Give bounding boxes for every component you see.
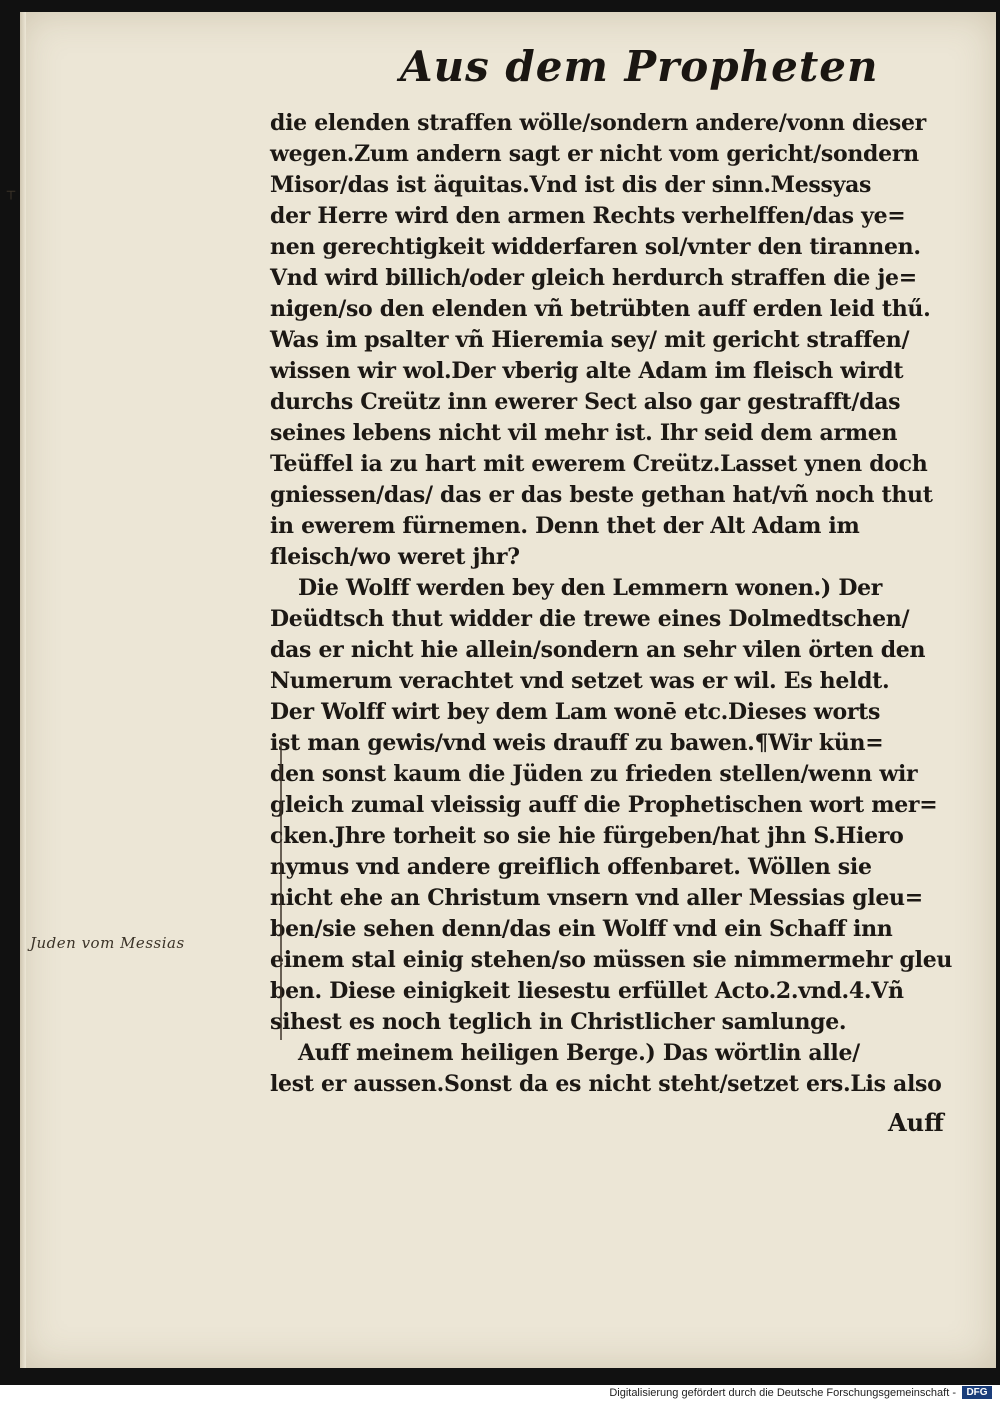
text-line: Misor/das ist äquitas.Vnd ist dis der sinn.Messyas <box>270 172 872 198</box>
text-line: ist man gewis/vnd weis drauff zu bawen.¶Wir kün= <box>270 730 884 756</box>
text-line: Die Wolff werden bey den Lemmern wonen.) Der <box>298 575 883 601</box>
text-line: seines lebens nicht vil mehr ist. Ihr seid dem armen <box>270 420 898 446</box>
text-line: Vnd wird billich/oder gleich herdurch straffen die je= <box>270 265 917 291</box>
funding-notice: Digitalisierung gefördert durch die Deutsche Forschungsgemeinschaft - <box>609 1387 956 1399</box>
handwritten-margin-bracket <box>280 740 292 1040</box>
text-line: fleisch/wo weret jhr? <box>270 544 520 570</box>
text-line: ben. Diese einigkeit liesestu erfüllet Acto.2.vnd.4.Vñ <box>270 978 904 1004</box>
page-gutter-edge <box>20 12 26 1368</box>
text-line: cken.Jhre torheit so sie hie fürgeben/hat jhn S.Hiero <box>270 823 904 849</box>
body-text <box>270 108 970 1100</box>
text-line: die elenden straffen wölle/sondern andere/vonn dieser <box>270 110 926 136</box>
running-head: Aus dem Propheten <box>400 42 879 91</box>
text-line: lest er aussen.Sonst da es nicht steht/setzet ers.Lis also <box>270 1071 942 1097</box>
handwritten-marginal-note: Juden vom Messias <box>30 934 185 952</box>
text-line: Der Wolff wirt bey dem Lam wonē etc.Dieses worts <box>270 699 881 725</box>
text-line: nymus vnd andere greiflich offenbaret. Wöllen sie <box>270 854 872 880</box>
text-line: wegen.Zum andern sagt er nicht vom gericht/sondern <box>270 141 919 167</box>
dfg-logo: DFG <box>962 1386 992 1399</box>
text-line: der Herre wird den armen Rechts verhelffen/das ye= <box>270 203 906 229</box>
text-line: einem stal einig stehen/so müssen sie nimmermehr gleu <box>270 947 953 973</box>
text-line: gniessen/das/ das er das beste gethan hat/vñ noch thut <box>270 482 933 508</box>
text-line: den sonst kaum die Jüden zu frieden stellen/wenn wir <box>270 761 918 787</box>
text-line: Auff meinem heiligen Berge.) Das wörtlin alle/ <box>298 1040 860 1066</box>
text-line: das er nicht hie allein/sondern an sehr vilen örten den <box>270 637 926 663</box>
text-line: Numerum verachtet vnd setzet was er wil. Es heldt. <box>270 668 890 694</box>
text-line: sihest es noch teglich in Christlicher samlunge. <box>270 1009 847 1035</box>
text-line: gleich zumal vleissig auff die Prophetischen wort mer= <box>270 792 938 818</box>
text-line: Deüdtsch thut widder die trewe eines Dolmedtschen/ <box>270 606 910 632</box>
text-line: nen gerechtigkeit widderfaren sol/vnter den tirannen. <box>270 234 921 260</box>
text-line: ben/sie sehen denn/das ein Wolff vnd ein Schaff inn <box>270 916 893 942</box>
text-line: nicht ehe an Christum vnsern vnd aller Messias gleu= <box>270 885 923 911</box>
text-line: in ewerem fürnemen. Denn thet der Alt Adam im <box>270 513 860 539</box>
text-line: Teüffel ia zu hart mit ewerem Creütz.Lasset ynen doch <box>270 451 928 477</box>
text-line: Was im psalter vñ Hieremia sey/ mit gericht straffen/ <box>270 327 910 353</box>
catchword: Auff <box>888 1108 944 1137</box>
margin-mark: ⸆ <box>6 186 16 210</box>
text-line: durchs Creütz inn ewerer Sect also gar gestrafft/das <box>270 389 901 415</box>
text-line: nigen/so den elenden vñ betrübten auff erden leid thű. <box>270 296 931 322</box>
text-line: wissen wir wol.Der vberig alte Adam im fleisch wirdt <box>270 358 904 384</box>
